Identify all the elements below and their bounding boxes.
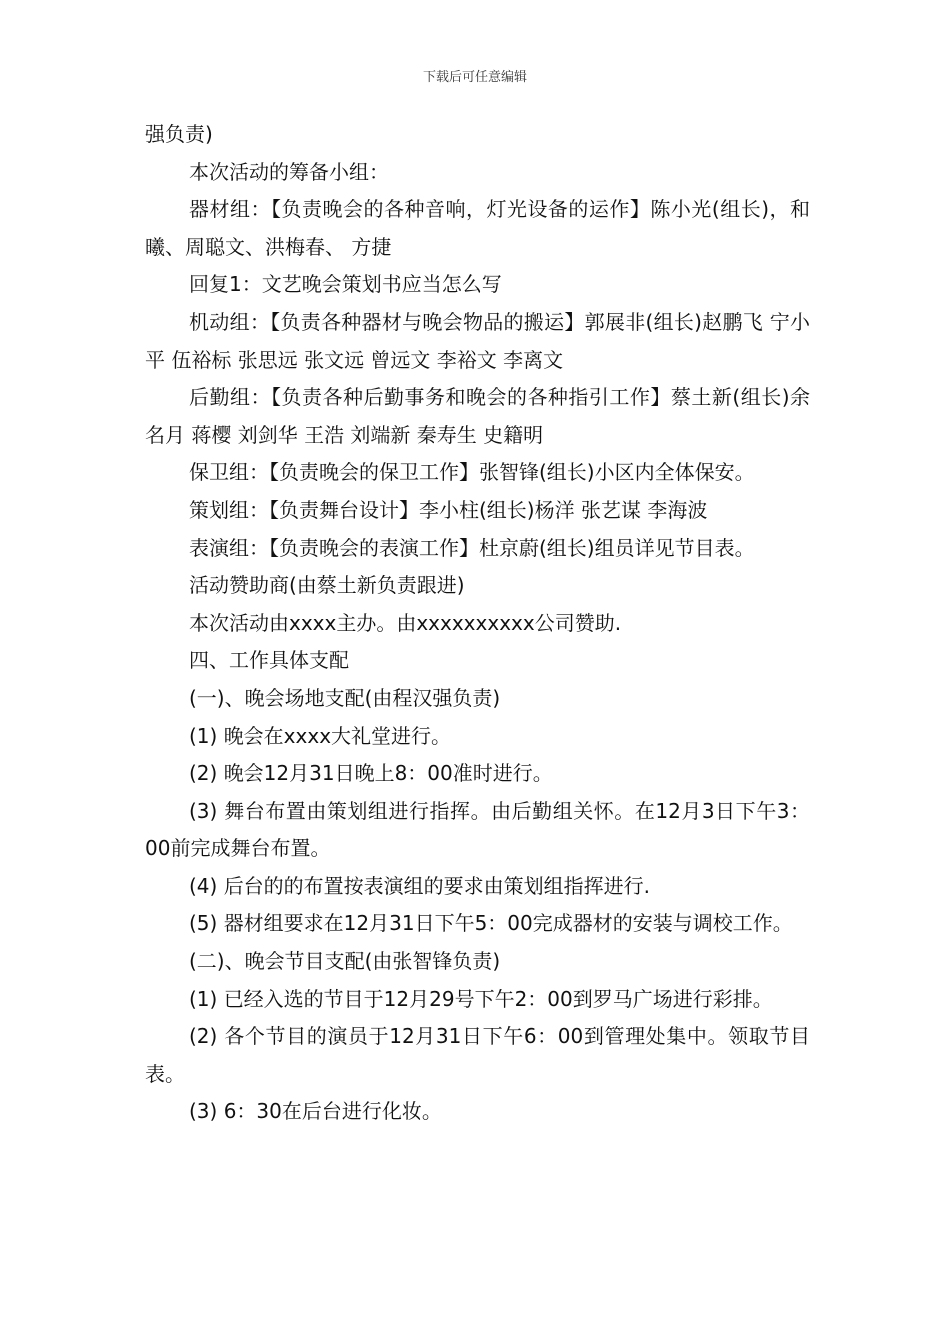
page-header: 下载后可任意编辑 (422, 70, 527, 85)
paragraph-sponsor-heading: 活动赞助商(由蔡土新负责跟进) (189, 573, 465, 598)
section-heading-work-arrangement: 四、工作具体支配 (189, 648, 349, 673)
list-item: (2) 晚会12月31日晚上8：00准时进行。 (189, 761, 553, 786)
paragraph-performance-group: 表演组：【负责晚会的表演工作】杜京蔚(组长)组员详见节目表。 (189, 535, 755, 560)
paragraph-committee-intro: 本次活动的筹备小组： (189, 159, 389, 184)
subsection-heading-venue: (一)、晚会场地支配(由程汉强负责) (189, 685, 501, 710)
paragraph-equipment-group: 器材组：【负责晚会的各种音响，灯光设备的运作】陈小光(组长)，和曦、周聪文、洪梅春、 方捷 (145, 197, 810, 259)
list-item: (1) 晚会在xxxx大礼堂进行。 (189, 723, 452, 748)
list-item: (4) 后台的的布置按表演组的要求由策划组指挥进行. (189, 873, 651, 898)
paragraph-mobile-group: 机动组：【负责各种器材与晚会物品的搬运】郭展非(组长)赵鹏飞 宁小平 伍裕标 张思远 张文远 曾远文 李裕文 李离文 (145, 309, 810, 372)
paragraph-continuation: 强负责) (145, 122, 213, 146)
paragraph-sponsor-detail: 本次活动由xxxx主办。由xxxxxxxxxx公司赞助. (189, 610, 622, 635)
list-item: (5) 器材组要求在12月31日下午5：00完成器材的安装与调校工作。 (189, 911, 793, 936)
list-item: (3) 6：30在后台进行化妆。 (189, 1099, 442, 1124)
paragraph-planning-group: 策划组：【负责舞台设计】李小柱(组长)杨洋 张艺谋 李海波 (189, 497, 708, 522)
list-item: (1) 已经入选的节目于12月29号下午2：00到罗马广场进行彩排。 (189, 986, 773, 1011)
list-item: (3) 舞台布置由策划组进行指挥。由后勤组关怀。在12月3日下午3：00前完成舞台布置。 (145, 798, 810, 861)
subsection-heading-program: (二)、晚会节目支配(由张智锋负责) (189, 949, 501, 974)
paragraph-reply: 回复1：文艺晚会策划书应当怎么写 (189, 272, 502, 297)
list-item: (2) 各个节目的演员于12月31日下午6：00到管理处集中。领取节目表。 (145, 1024, 810, 1086)
paragraph-security-group: 保卫组：【负责晚会的保卫工作】张智锋(组长)小区内全体保安。 (189, 460, 755, 485)
paragraph-logistics-group: 后勤组：【负责各种后勤事务和晚会的各种指引工作】蔡土新(组长)余名月 蒋樱 刘剑华 王浩 刘端新 秦寿生 史籍明 (145, 385, 810, 447)
document-body (145, 116, 810, 1131)
